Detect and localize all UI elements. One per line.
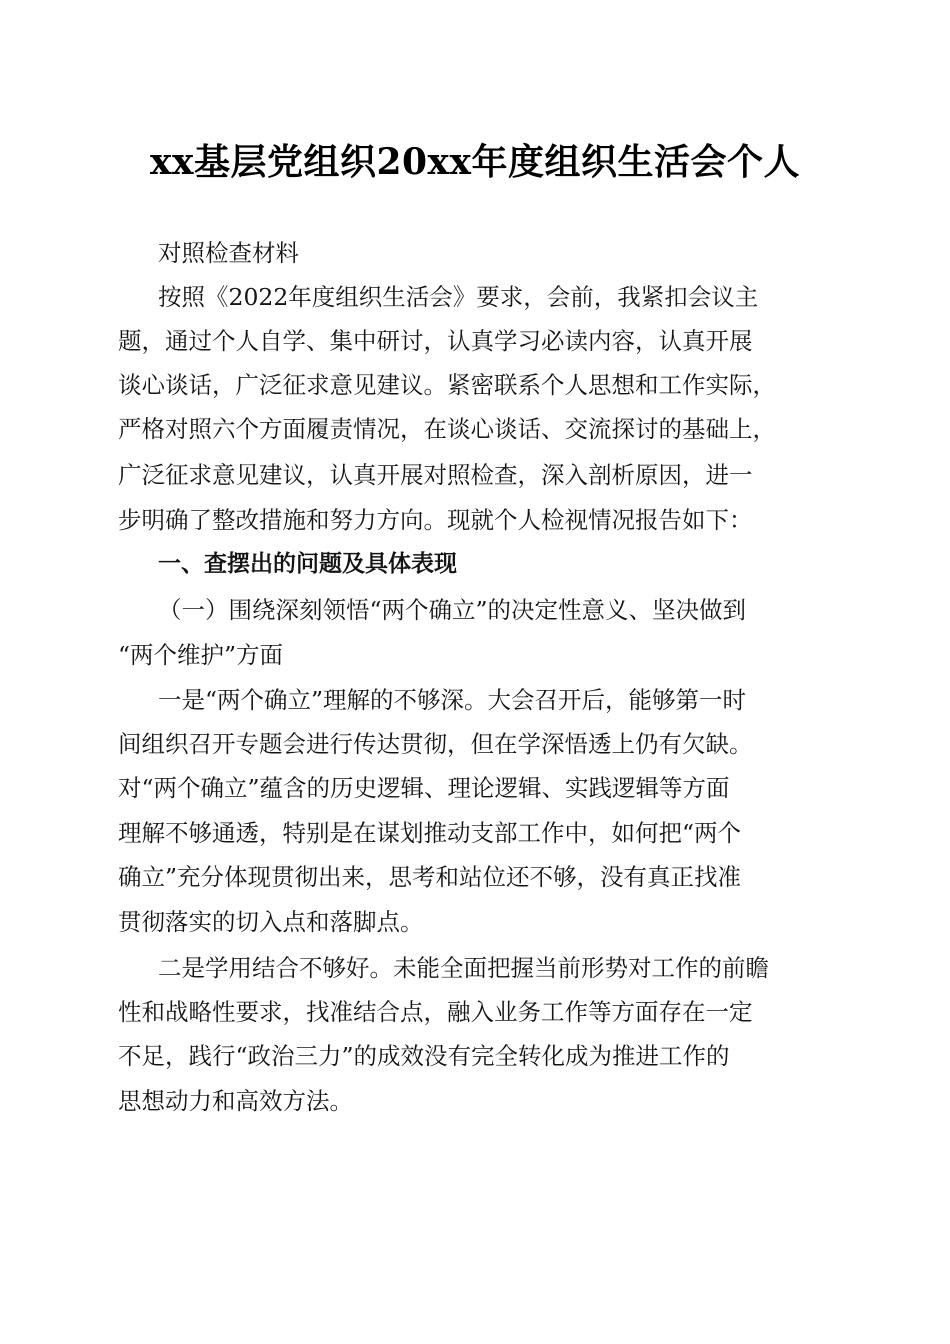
intro-line: 严格对照六个方面履责情况，在谈心谈话、交流探讨的基础上， — [118, 415, 776, 443]
point-two-line: 思想动力和高效方法。 — [118, 1087, 353, 1115]
point-one-line: 理解不够通透，特别是在谋划推动支部工作中，如何把“两个 — [118, 819, 742, 847]
intro-line: 谈心谈话，广泛征求意见建议。紧密联系个人思想和工作实际， — [118, 371, 776, 399]
point-two-line: 性和战略性要求，找准结合点，融入业务工作等方面存在一定 — [118, 998, 753, 1026]
point-two-line: 不足，践行“政治三力”的成效没有完全转化成为推进工作的 — [118, 1042, 730, 1070]
document-title: xx基层党组织20xx年度组织生活会个人 — [150, 141, 800, 183]
point-two-line: 二是学用结合不够好。未能全面把握当前形势对工作的前瞻 — [158, 954, 769, 982]
point-one-line: 贯彻落实的切入点和落脚点。 — [118, 908, 424, 936]
point-one-line: 确立”充分体现贯彻出来，思考和站位还不够，没有真正找准 — [118, 863, 742, 891]
point-one-line: 对“两个确立”蕴含的历史逻辑、理论逻辑、实践逻辑等方面 — [118, 774, 730, 802]
intro-line: 步明确了整改措施和努力方向。现就个人检视情况报告如下： — [118, 506, 753, 534]
subsection-heading-line: “两个维护”方面 — [118, 641, 284, 669]
document-subtitle: 对照检查材料 — [158, 239, 299, 267]
subsection-heading-line: （一）围绕深刻领悟“两个确立”的决定性意义、坚决做到 — [158, 596, 747, 624]
intro-line: 按照《2022年度组织生活会》要求，会前，我紧扣会议主 — [158, 283, 759, 311]
intro-line: 广泛征求意见建议，认真开展对照检查，深入剖析原因，进一 — [118, 461, 753, 489]
section-heading: 一、查摆出的问题及具体表现 — [158, 551, 457, 577]
intro-line: 题，通过个人自学、集中研讨，认真学习必读内容，认真开展 — [118, 327, 753, 355]
point-one-line: 一是“两个确立”理解的不够深。大会召开后，能够第一时 — [158, 686, 747, 714]
point-one-line: 间组织召开专题会进行传达贯彻，但在学深悟透上仍有欠缺。 — [118, 730, 753, 758]
